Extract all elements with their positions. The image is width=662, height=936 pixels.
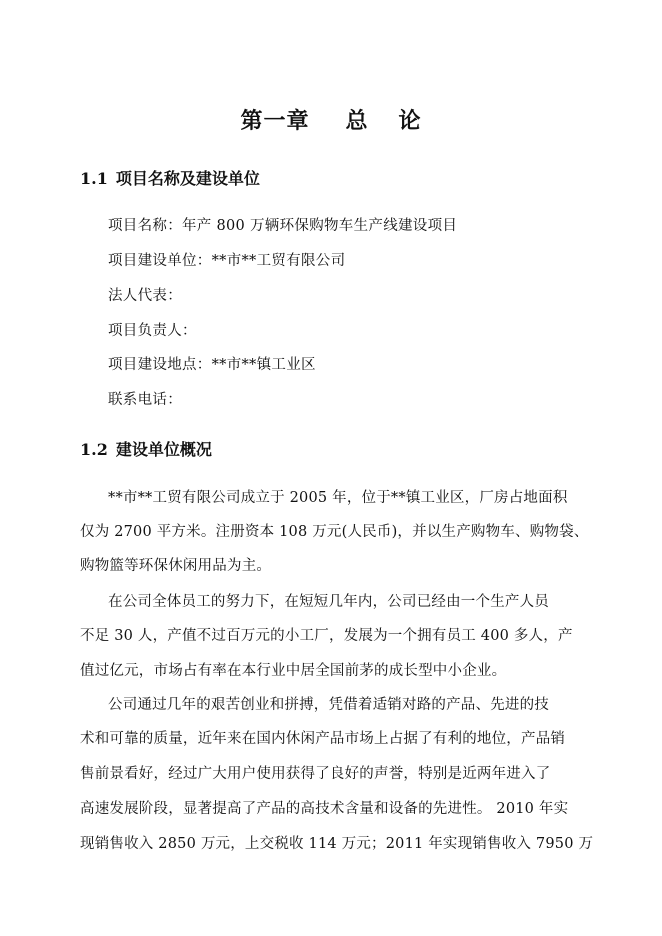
paragraph-line: **市**工贸有限公司成立于 2005 年，位于**镇工业区，厂房占地面积 [108,490,568,506]
paragraph-line: 公司通过几年的艰苦创业和拼搏，凭借着适销对路的产品、先进的技 [108,697,549,713]
project-name-line: 项目名称：年产 800 万辆环保购物车生产线建设项目 [108,218,458,234]
paragraph-line: 术和可靠的质量，近年来在国内休闲产品市场上占据了有利的地位，产品销 [80,731,566,747]
paragraph-line: 值过亿元，市场占有率在本行业中居全国前茅的成长型中小企业。 [80,663,507,679]
construction-unit-line: 项目建设单位：**市**工贸有限公司 [108,253,346,269]
paragraph-line: 不足 30 人，产值不过百万元的小工厂，发展为一个拥有员工 400 多人，产 [80,628,573,644]
section-title: 项目名称及建设单位 [115,169,260,188]
paragraph-line: 现销售收入 2850 万元，上交税收 114 万元；2011 年实现销售收入 7950 万 [80,836,594,852]
contact-phone-line: 联系电话： [108,392,182,408]
chapter-number: 第一章 [240,108,310,134]
paragraph-line: 仅为 2700 平方米。注册资本 108 万元(人民币)，并以生产购物车、购物袋、 [80,524,589,540]
section-heading-1-1 [80,166,260,189]
section-heading-1-2 [80,437,212,460]
legal-representative-line: 法人代表： [108,288,182,304]
paragraph-line: 在公司全体员工的努力下，在短短几年内，公司已经由一个生产人员 [108,594,549,610]
project-leader-line: 项目负责人： [108,323,197,339]
section-title: 建设单位概况 [115,440,212,459]
chapter-title-char-1: 总 [345,108,369,134]
paragraph-line: 售前景看好，经过广大用户使用获得了良好的声誉，特别是近两年进入了 [80,766,551,782]
section-number: 1.2 [80,440,108,459]
section-number: 1.1 [80,169,108,188]
paragraph-line: 高速发展阶段，显著提高了产品的高技术含量和设备的先进性。 2010 年实 [80,801,569,817]
chapter-title-char-2: 论 [398,108,422,134]
construction-site-line: 项目建设地点：**市**镇工业区 [108,357,316,373]
chapter-title [0,104,662,135]
paragraph-line: 购物篮等环保休闲用品为主。 [80,558,272,574]
